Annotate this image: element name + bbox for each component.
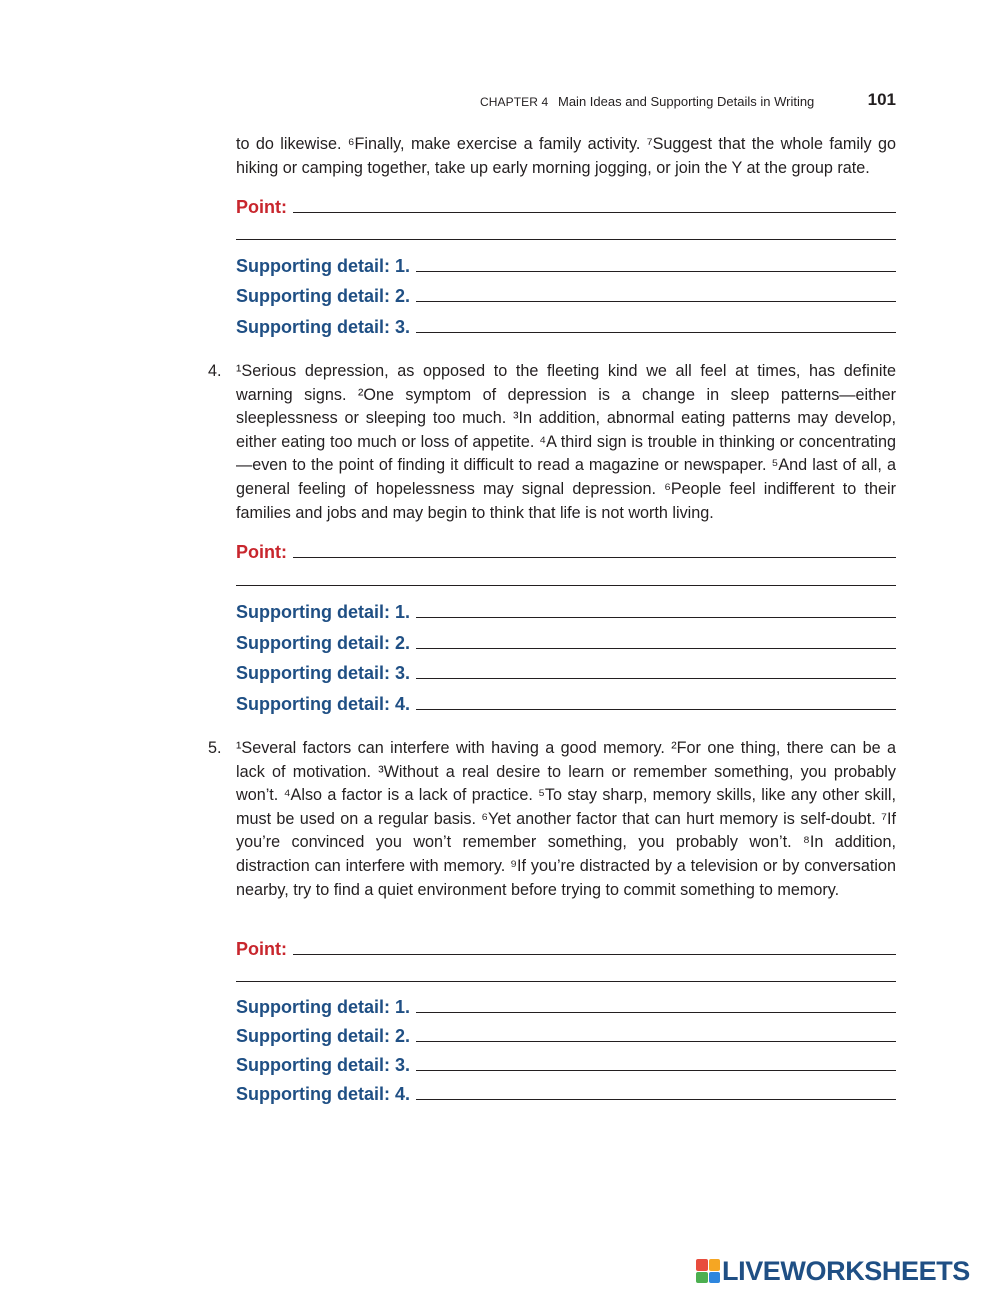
detail-label: Supporting detail: 3.: [236, 663, 410, 683]
section4-detail-1[interactable]: [236, 598, 896, 622]
section5-point-row[interactable]: [236, 935, 896, 959]
section3-detail-1[interactable]: [236, 252, 896, 276]
section3-detail-2[interactable]: [236, 282, 896, 306]
detail-answer-line[interactable]: [416, 270, 896, 272]
point-answer-line[interactable]: [293, 211, 896, 213]
detail-answer-line[interactable]: [416, 1069, 896, 1071]
detail-label: Supporting detail: 4.: [236, 694, 410, 714]
section5-detail-2[interactable]: [236, 1022, 896, 1046]
point-label: Point:: [236, 197, 287, 217]
detail-answer-line[interactable]: [416, 708, 896, 710]
page-number: 101: [867, 90, 896, 109]
chapter-title: Main Ideas and Supporting Details in Writing: [558, 94, 815, 109]
section4-detail-2[interactable]: [236, 629, 896, 653]
section3-detail-3[interactable]: [236, 313, 896, 337]
section4-paragraph: ¹Serious depression, as opposed to the fleeting kind we all feel at times, has definite warning signs. ²One symptom of depression is a change in sleep patterns—either sleeplessness or sleeping too much. ³In addition, abnormal eating patterns may develop, either eating too much or loss of appetite. ⁴A third sign is trouble in thinking or concentrating—even to the point of finding it difficult to read a magazine or newspaper. ⁵And last of all, a general feeling of hopelessness may signal depression. ⁶People feel indifferent to their families and jobs and may begin to think that life is not worth living.: [236, 362, 896, 522]
logo-square: [709, 1259, 721, 1271]
detail-label: Supporting detail: 3.: [236, 1055, 410, 1075]
liveworksheets-brand: [696, 1254, 996, 1288]
section4-point-row[interactable]: [236, 538, 896, 562]
detail-label: Supporting detail: 2.: [236, 1026, 410, 1046]
section4-point-line2[interactable]: [236, 585, 896, 586]
section4-detail-4[interactable]: [236, 690, 896, 714]
liveworksheets-logo-icon: [696, 1259, 720, 1283]
point-label: Point:: [236, 939, 287, 959]
section5-point-line2[interactable]: [236, 981, 896, 982]
logo-square: [709, 1272, 721, 1284]
detail-answer-line[interactable]: [416, 616, 896, 618]
detail-answer-line[interactable]: [416, 677, 896, 679]
section3-point-row[interactable]: [236, 193, 896, 217]
running-header: [480, 92, 896, 114]
detail-label: Supporting detail: 1.: [236, 602, 410, 622]
section5-detail-4[interactable]: [236, 1080, 896, 1104]
section5-number: 5.: [208, 739, 222, 757]
detail-label: Supporting detail: 2.: [236, 286, 410, 306]
point-answer-line[interactable]: [293, 953, 896, 955]
section3-paragraph: to do likewise. ⁶Finally, make exercise a family activity. ⁷Suggest that the whole family go hiking or camping together, take up early morning jogging, or join the Y at the group rate.: [236, 135, 896, 177]
detail-label: Supporting detail: 1.: [236, 997, 410, 1017]
chapter-label: CHAPTER 4: [480, 95, 549, 109]
section4-detail-3[interactable]: [236, 659, 896, 683]
section5-detail-3[interactable]: [236, 1051, 896, 1075]
detail-label: Supporting detail: 3.: [236, 317, 410, 337]
brand-name: LIVEWORKSHEETS: [722, 1255, 970, 1286]
detail-answer-line[interactable]: [416, 1011, 896, 1013]
section5-paragraph: ¹Several factors can interfere with having a good memory. ²For one thing, there can be a lack of motivation. ³Without a real desire to learn or remember something, you probably won’t. ⁴Also a factor is a lack of practice. ⁵To stay sharp, memory skills, like any other skill, must be used on a regular basis. ⁶Yet another factor that can hurt memory is self-doubt. ⁷If you’re convinced you won’t remember something, you probably won’t. ⁸In addition, distraction can interfere with memory. ⁹If you’re distracted by a television or by conversation nearby, try to find a quiet environment before trying to commit something to memory.: [236, 739, 896, 899]
section4-number: 4.: [208, 362, 222, 380]
point-label: Point:: [236, 542, 287, 562]
point-answer-line[interactable]: [293, 556, 896, 558]
section3-point-line2[interactable]: [236, 239, 896, 240]
detail-answer-line[interactable]: [416, 647, 896, 649]
logo-square: [696, 1272, 708, 1284]
detail-label: Supporting detail: 2.: [236, 633, 410, 653]
detail-label: Supporting detail: 4.: [236, 1084, 410, 1104]
detail-answer-line[interactable]: [416, 331, 896, 333]
detail-label: Supporting detail: 1.: [236, 256, 410, 276]
section5-detail-1[interactable]: [236, 993, 896, 1017]
logo-square: [696, 1259, 708, 1271]
detail-answer-line[interactable]: [416, 300, 896, 302]
detail-answer-line[interactable]: [416, 1098, 896, 1100]
detail-answer-line[interactable]: [416, 1040, 896, 1042]
